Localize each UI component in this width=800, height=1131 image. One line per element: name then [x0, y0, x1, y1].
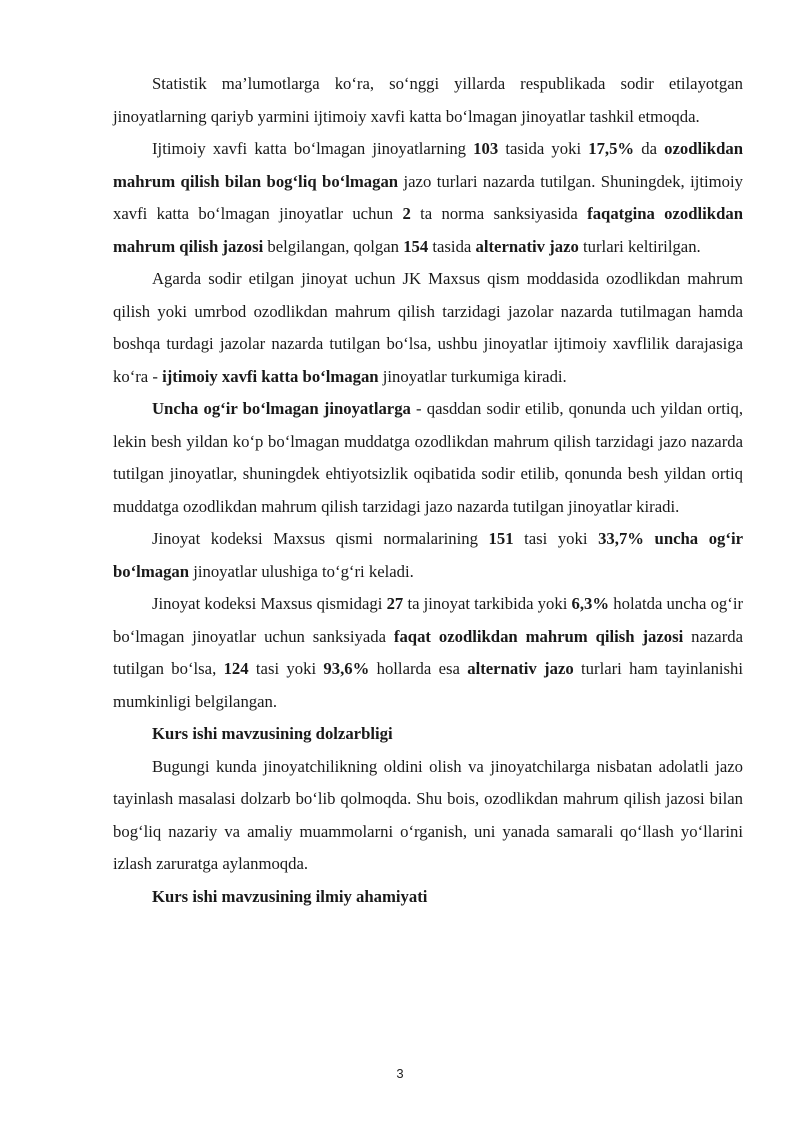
paragraph-statistics: [113, 68, 743, 133]
bold-run: 103: [473, 139, 499, 158]
bold-run: 33,7% uncha og‘ir bo‘lmagan: [113, 529, 743, 581]
text-run: holatda uncha og‘ir bo‘lmagan jinoyatlar uchun sanksiyada: [113, 594, 744, 646]
bold-run: 17,5%: [588, 139, 635, 158]
text-run: tasida: [428, 236, 476, 256]
bold-run: 151: [488, 529, 514, 548]
text-run: hollarda esa: [369, 659, 468, 678]
paragraph-criminal-code-share: [113, 523, 743, 588]
bold-run: alternativ jazo: [467, 659, 574, 678]
bold-run: Uncha og‘ir bo‘lmagan jinoyatlarga: [152, 399, 411, 418]
paragraph-less-serious-crimes: [113, 393, 743, 523]
paragraph-low-danger-crimes: [113, 133, 743, 263]
bold-run: alternativ jazo: [475, 236, 579, 256]
text-run: belgilangan, qolgan: [263, 236, 404, 256]
text-run: da: [634, 139, 665, 158]
text-run: tasi yoki: [513, 529, 599, 548]
bold-run: 154: [403, 236, 429, 256]
text-run: jazo turlari nazarda tutilgan. Shuningdek, ijtimoiy xavfi katta bo‘lmagan jinoyatlar uchun: [113, 171, 743, 223]
text-run: nazarda tutilgan bo‘lsa,: [113, 626, 744, 678]
paragraph-classification: [113, 263, 743, 393]
text-run: Ijtimoiy xavfi katta bo‘lmagan jinoyatlarning: [152, 139, 474, 158]
paragraph-relevance: [113, 751, 743, 881]
text-run: tasi yoki: [248, 659, 324, 678]
text-run: turlari keltirilgan.: [578, 236, 701, 256]
bold-run: 2: [402, 204, 411, 223]
bold-run: 27: [386, 594, 404, 613]
text-run: Jinoyat kodeksi Maxsus qismidagi: [152, 594, 387, 613]
section-heading-relevance: Kurs ishi mavzusining dolzarbligi: [152, 724, 393, 743]
text-run: ta jinoyat tarkibida yoki: [403, 594, 572, 613]
page-number: 3: [396, 1066, 404, 1081]
text-run: Jinoyat kodeksi Maxsus qismi normalarining: [152, 529, 489, 548]
bold-run: 6,3%: [571, 594, 610, 613]
text-run: ta norma sanksiyasida: [410, 204, 588, 223]
document-body: [113, 68, 743, 913]
bold-run: 124: [223, 659, 249, 678]
text-run: Agarda sodir etilgan jinoyat uchun JK Maxsus qism moddasida ozodlikdan mahrum qilish yoki umrbod ozodlikdan mahrum qilish tarzidagi jazolar nazarda tutilmagan hamda boshqa turdagi jazolar nazarda tutilgan bo‘lsa, ushbu jinoyatlar ijtimoiy xavflilik darajasiga ko‘ra -: [113, 269, 743, 386]
text-run: jinoyatlar ulushiga to‘g‘ri keladi.: [189, 561, 414, 581]
bold-run: faqatgina ozodlikdan mahrum qilish jazosi: [113, 204, 743, 256]
text-run: Statistik ma’lumotlarga ko‘ra, so‘nggi yillarda respublikada sodir etilayotgan jinoyatlarning qariyb yarmini ijtimoiy xavfi katta bo‘lmagan jinoyatlar tashkil etmoqda.: [113, 74, 743, 126]
bold-run: ozodlikdan mahrum qilish bilan bog‘liq bo‘lmagan: [113, 139, 743, 191]
text-run: turlari ham tayinlanishi mumkinligi belgilangan.: [113, 659, 744, 711]
text-run: jinoyatlar turkumiga kiradi.: [378, 366, 567, 386]
bold-run: ijtimoiy xavfi katta bo‘lmagan: [162, 366, 379, 386]
text-run: tasida yoki: [498, 139, 589, 158]
bold-run: faqat ozodlikdan mahrum qilish jazosi: [393, 626, 684, 646]
text-run: - qasddan sodir etilib, qonunda uch yildan ortiq, lekin besh yildan ko‘p bo‘lmagan muddatga ozodlikdan mahrum qilish tarzidagi jazo nazarda tutilgan jinoyatlar, shuningdek ehtiyotsizlik oqibatida sodir etilib, qonunda besh yildan ortiq muddatga ozodlikdan mahrum qilish tarzidagi jazo nazarda tutilgan jinoyatlar kiradi.: [113, 399, 743, 516]
section-heading-scientific-significance: Kurs ishi mavzusining ilmiy ahamiyati: [152, 886, 428, 906]
paragraph-sanctions: [113, 588, 743, 718]
bold-run: 93,6%: [323, 659, 370, 678]
text-run: Bugungi kunda jinoyatchilikning oldini olish va jinoyatchilarga nisbatan adolatli jazo tayinlash masalasi dolzarb bo‘lib qolmoqda. Shu bois, ozodlikdan mahrum qilish jazosi bilan bog‘liq nazariy va amaliy muammolarni o‘rganish, uni yanada samarali qo‘llash yo‘llarini izlash zaruratga aylanmoqda.: [113, 756, 743, 873]
